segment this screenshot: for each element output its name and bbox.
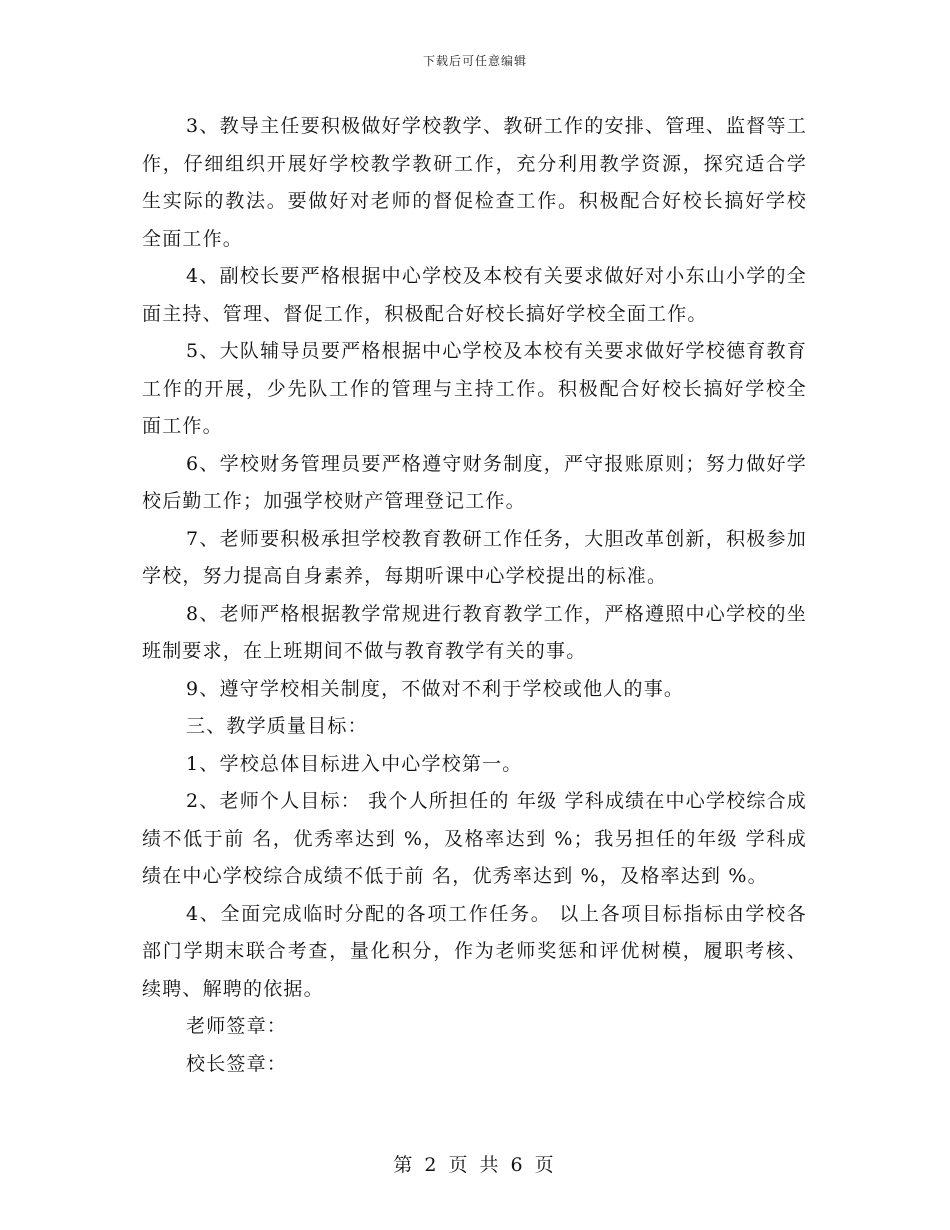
paragraph-dean-duties: 3、教导主任要积极做好学校教学、教研工作的安排、管理、监督等工作，仔细组织开展好学校教学教研工作，充分利用教学资源，探究适合学生实际的教法。要做好对老师的督促检查工作。积极配合好校长搞好学校全面工作。 — [142, 115, 807, 250]
paragraph-teacher-duties: 7、老师要积极承担学校教育教研工作任务，大胆改革创新，积极参加学校，努力提高自身素养，每期听课中心学校提出的标准。 — [142, 527, 807, 587]
paragraph-teacher-goal: 2、老师个人目标： 我个人所担任的 年级 学科成绩在中心学校综合成绩不低于前 名，优秀率达到 %，及格率达到 %；我另担任的年级 学科成绩在中心学校综合成绩不低于前 名，优秀率达到 %，及格率达到 %。 — [142, 790, 807, 887]
signature-teacher: 老师签章： — [186, 1015, 288, 1037]
signature-principal: 校长签章： — [186, 1052, 288, 1075]
paragraph-teaching-routine: 8、老师严格根据教学常规进行教育教学工作，严格遵照中心学校的坐班制要求，在上班期间不做与教育教学有关的事。 — [142, 602, 807, 662]
section-heading-quality-goals: 三、教学质量目标： — [186, 715, 368, 737]
paragraph-school-rules: 9、遵守学校相关制度，不做对不利于学校或他人的事。 — [186, 677, 685, 700]
page-header-note: 下载后可任意编辑 — [422, 54, 527, 68]
paragraph-finance-duties: 6、学校财务管理员要严格遵守财务制度，严守报账原则；努力做好学校后勤工作；加强学校财产管理登记工作。 — [142, 452, 807, 512]
page-number: 第 2 页 共 6 页 — [393, 1154, 557, 1176]
paragraph-temporary-tasks: 4、全面完成临时分配的各项工作任务。 以上各项目标指标由学校各部门学期末联合考查，量化积分，作为老师奖惩和评优树模，履职考核、续聘、解聘的依据。 — [142, 902, 807, 1000]
paragraph-vice-principal-duties: 4、副校长要严格根据中心学校及本校有关要求做好对小东山小学的全面主持、管理、督促工作，积极配合好校长搞好学校全面工作。 — [142, 265, 807, 325]
document-body — [142, 108, 807, 1083]
paragraph-counselor-duties: 5、大队辅导员要严格根据中心学校及本校有关要求做好学校德育教育工作的开展，少先队工作的管理与主持工作。积极配合好校长搞好学校全面工作。 — [142, 340, 807, 437]
paragraph-school-goal: 1、学校总体目标进入中心学校第一。 — [186, 752, 523, 775]
